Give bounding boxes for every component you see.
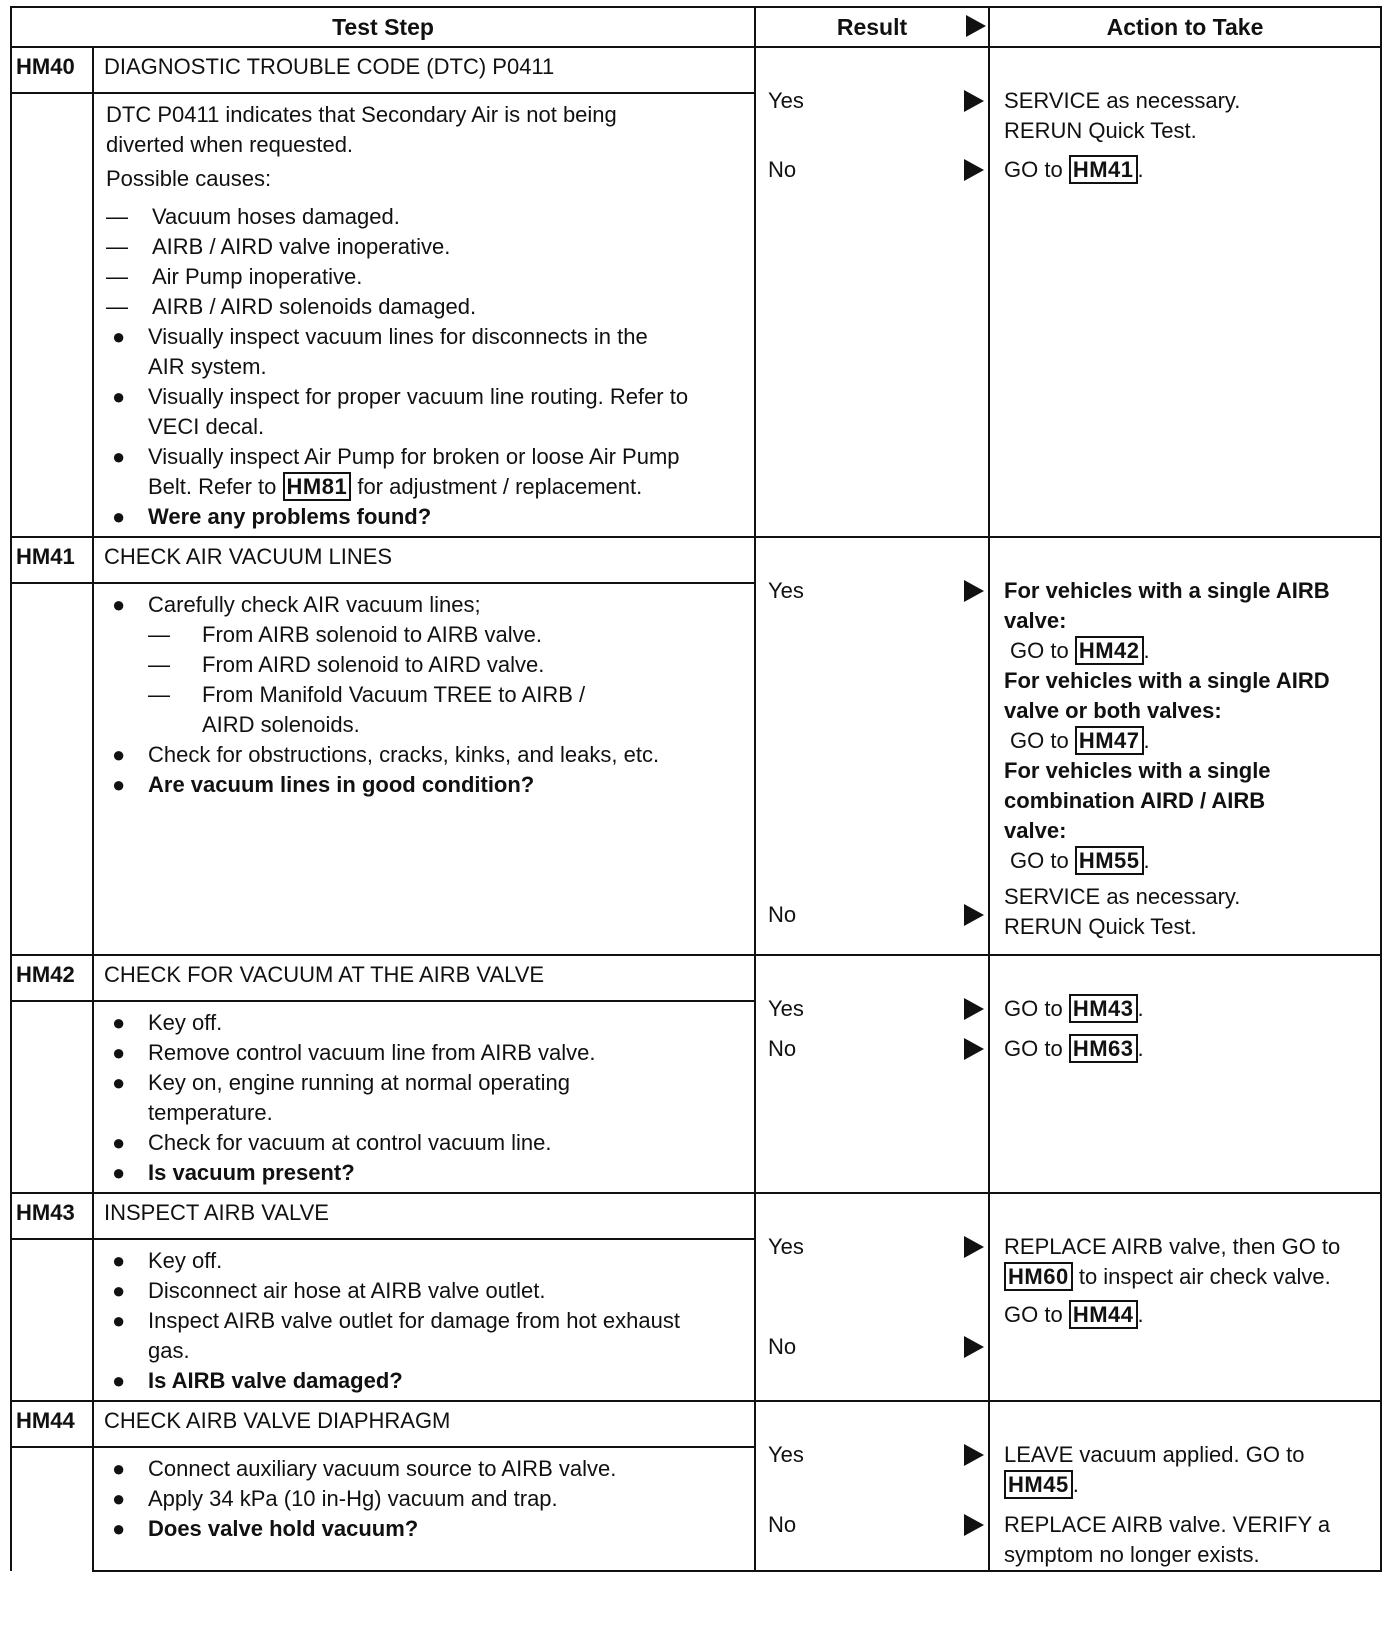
step-intro: DTC P0411 indicates that Secondary Air is not being diverted when requested. [106, 102, 617, 157]
action-condition: For vehicles with a single AIRB valve: [1004, 578, 1330, 633]
action-text: to inspect air check valve. [1078, 1264, 1331, 1289]
action-header: Action to Take [989, 7, 1381, 47]
bullet-text: for adjustment / replacement. [357, 474, 643, 499]
arrow-right-icon [966, 15, 986, 37]
step-title-row [11, 1401, 1381, 1447]
bullet-item [106, 1068, 668, 1128]
bullet-icon: ● [112, 1248, 126, 1273]
step-ref-link[interactable]: HM44 [1069, 1300, 1138, 1329]
bullet-icon: ● [112, 1130, 126, 1155]
action-yes-text: SERVICE as necessary. RERUN Quick Test. [1004, 88, 1241, 143]
action-cell [989, 1193, 1381, 1401]
cause-item: — AIRB / AIRD valve inoperative. [106, 232, 742, 262]
action-text: REPLACE AIRB valve, then GO to [1004, 1234, 1341, 1259]
bullet-question [106, 502, 742, 532]
bullet-question [106, 770, 742, 800]
step-id: HM41 [11, 537, 93, 583]
bullet-question [106, 1514, 742, 1544]
bullet-item [106, 1246, 742, 1276]
arrow-right-icon [964, 998, 984, 1020]
bullet-item [106, 1128, 742, 1158]
bullet-text: Key off. [148, 1010, 223, 1035]
step-id-spacer [11, 93, 93, 537]
bullet-question [106, 1158, 742, 1188]
step-ref-link[interactable]: HM60 [1004, 1262, 1073, 1291]
bullet-icon: ● [112, 504, 126, 529]
bullet-item [106, 740, 668, 770]
arrow-right-icon [964, 904, 984, 926]
bullet-text: Inspect AIRB valve outlet for damage from hot exhaust gas. [148, 1308, 680, 1363]
dash-icon: — [148, 682, 170, 707]
arrow-right-icon [964, 1444, 984, 1466]
bullet-icon: ● [112, 1278, 126, 1303]
result-yes-label: Yes [768, 1442, 804, 1467]
arrow-right-icon [964, 580, 984, 602]
bullet-item [106, 590, 742, 620]
result-no-label: No [768, 1512, 797, 1537]
arrow-right-icon [964, 1514, 984, 1536]
step-ref-link[interactable]: HM42 [1075, 636, 1144, 665]
causes-label: Possible causes: [106, 166, 272, 191]
go-to-label: GO to [1004, 1302, 1063, 1327]
bullet-text: Disconnect air hose at AIRB valve outlet. [148, 1278, 546, 1303]
bullet-icon: ● [112, 592, 126, 617]
bullet-icon: ● [112, 772, 126, 797]
bullet-icon: ● [112, 444, 126, 469]
result-no [768, 1332, 988, 1362]
go-to-label: GO to [1004, 157, 1063, 182]
step-ref-link[interactable]: HM47 [1075, 726, 1144, 755]
arrow-right-icon [964, 159, 984, 181]
result-header [755, 7, 989, 47]
sub-text: From AIRD solenoid to AIRD valve. [202, 652, 545, 677]
bullet-item [106, 322, 688, 382]
arrow-right-icon [964, 1336, 984, 1358]
action-no-text: SERVICE as necessary. RERUN Quick Test. [1004, 884, 1241, 939]
result-yes-label: Yes [768, 88, 804, 113]
action-no-text: GO to HM41 . [1004, 157, 1144, 182]
step-title: DIAGNOSTIC TROUBLE CODE (DTC) P0411 [93, 47, 755, 93]
step-ref-link[interactable]: HM55 [1075, 846, 1144, 875]
bullet-icon: ● [112, 1368, 126, 1393]
go-to-label: GO to [1004, 1036, 1063, 1061]
step-ref-link[interactable]: HM81 [283, 472, 352, 501]
bullet-icon: ● [112, 1516, 126, 1541]
bullet-icon: ● [112, 1040, 126, 1065]
step-title: CHECK FOR VACUUM AT THE AIRB VALVE [93, 955, 755, 1001]
question-text: Are vacuum lines in good condition? [148, 772, 535, 797]
go-to-label: GO to [1010, 848, 1069, 873]
result-yes [768, 1232, 988, 1262]
bullet-icon: ● [112, 324, 126, 349]
arrow-right-icon [964, 1236, 984, 1258]
cause-item: — AIRB / AIRD solenoids damaged. [106, 292, 742, 322]
step-id-spacer [11, 1239, 93, 1401]
bullet-item [106, 1038, 742, 1068]
step-ref-link[interactable]: HM43 [1069, 994, 1138, 1023]
step-body [93, 1239, 755, 1401]
bullet-icon: ● [112, 1456, 126, 1481]
bullet-icon: ● [112, 1486, 126, 1511]
bullet-item [106, 382, 708, 442]
step-title-row [11, 47, 1381, 93]
bullet-icon: ● [112, 1070, 126, 1095]
question-text: Is vacuum present? [148, 1160, 355, 1185]
bullet-icon: ● [112, 1308, 126, 1333]
diagnostic-table-page [10, 6, 1380, 1572]
result-cell [755, 537, 989, 955]
result-yes [768, 86, 988, 116]
test-step-header: Test Step [11, 7, 755, 47]
step-body [93, 93, 755, 537]
step-body [93, 1447, 755, 1571]
arrow-right-icon [964, 90, 984, 112]
result-yes-label: Yes [768, 578, 804, 603]
question-text: Does valve hold vacuum? [148, 1516, 419, 1541]
bullet-text: Check for vacuum at control vacuum line. [148, 1130, 552, 1155]
arrow-right-icon [964, 1038, 984, 1060]
result-yes [768, 576, 988, 606]
step-ref-link[interactable]: HM45 [1004, 1470, 1073, 1499]
result-yes-label: Yes [768, 1234, 804, 1259]
bullet-text: Visually inspect Air Pump for broken or loose Air Pump Belt. Refer to [148, 444, 680, 499]
action-no-text: GO to HM44 . [1004, 1302, 1144, 1327]
action-go: GO to HM55 . [1010, 848, 1150, 873]
result-cell [755, 1401, 989, 1571]
step-body [93, 583, 755, 955]
bullet-item [106, 1306, 708, 1366]
bullet-item [106, 1008, 742, 1038]
action-go: GO to HM47 . [1010, 728, 1150, 753]
diagnostic-table [10, 6, 1382, 1572]
result-no [768, 155, 988, 185]
bullet-text: Apply 34 kPa (10 in-Hg) vacuum and trap. [148, 1486, 558, 1511]
sub-item [106, 650, 742, 680]
action-go: GO to HM42 . [1010, 638, 1150, 663]
step-ref-link[interactable]: HM41 [1069, 155, 1138, 184]
action-condition: For vehicles with a single AIRD valve or both valves: [1004, 668, 1330, 723]
sub-text: From Manifold Vacuum TREE to AIRB / AIRD solenoids. [202, 682, 586, 737]
step-id-spacer [11, 1447, 93, 1571]
result-no [768, 1034, 988, 1064]
result-yes [768, 1440, 988, 1470]
step-id-spacer [11, 1001, 93, 1193]
step-id: HM40 [11, 47, 93, 93]
bullet-item [106, 1484, 742, 1514]
step-id-spacer [11, 583, 93, 955]
step-title-row [11, 955, 1381, 1001]
action-cell [989, 537, 1381, 955]
bullet-question [106, 1366, 742, 1396]
action-yes-text: GO to HM43 . [1004, 996, 1144, 1021]
result-cell [755, 1193, 989, 1401]
sub-item [106, 620, 742, 650]
bullet-text: Visually inspect vacuum lines for disconnects in the AIR system. [148, 324, 648, 379]
result-no-label: No [768, 1036, 797, 1061]
action-no-text: REPLACE AIRB valve. VERIFY a symptom no longer exists. [1004, 1512, 1331, 1567]
bullet-text: Carefully check AIR vacuum lines; [148, 592, 481, 617]
dash-icon: — [148, 622, 170, 647]
result-no-label: No [768, 157, 797, 182]
step-id: HM42 [11, 955, 93, 1001]
cause-item: — Air Pump inoperative. [106, 262, 742, 292]
step-body [93, 1001, 755, 1193]
bullet-text: Check for obstructions, cracks, kinks, and leaks, etc. [148, 742, 660, 767]
bullet-item [106, 442, 688, 502]
bullet-item [106, 1276, 742, 1306]
action-yes-text: LEAVE vacuum applied. GO to HM45 . [1004, 1442, 1305, 1497]
bullet-icon: ● [112, 384, 126, 409]
step-title: CHECK AIR VACUUM LINES [93, 537, 755, 583]
step-title: CHECK AIRB VALVE DIAPHRAGM [93, 1401, 755, 1447]
question-text: Were any problems found? [148, 504, 432, 529]
action-yes-text [1004, 1232, 1370, 1292]
bullet-icon: ● [112, 1010, 126, 1035]
step-title-row [11, 1193, 1381, 1239]
cause-item: — Vacuum hoses damaged. [106, 202, 742, 232]
result-no-label: No [768, 1334, 797, 1359]
result-cell [755, 47, 989, 537]
action-condition: For vehicles with a single combination AIRD / AIRB valve: [1004, 758, 1271, 843]
bullet-item [106, 1454, 668, 1484]
question-text: Is AIRB valve damaged? [148, 1368, 403, 1393]
result-cell [755, 955, 989, 1193]
action-no-text: GO to HM63 . [1004, 1036, 1144, 1061]
bullet-icon: ● [112, 742, 126, 767]
sub-text: From AIRB solenoid to AIRB valve. [202, 622, 542, 647]
result-no [768, 1510, 988, 1540]
step-ref-link[interactable]: HM63 [1069, 1034, 1138, 1063]
bullet-text: Visually inspect for proper vacuum line routing. Refer to VECI decal. [148, 384, 689, 439]
result-no [768, 900, 988, 930]
go-to-label: GO to [1004, 996, 1063, 1021]
step-id: HM44 [11, 1401, 93, 1447]
bullet-text: Key on, engine running at normal operating temperature. [148, 1070, 570, 1125]
action-text: LEAVE vacuum applied. GO to [1004, 1442, 1305, 1467]
go-to-label: GO to [1010, 728, 1069, 753]
action-cell [989, 955, 1381, 1193]
step-id: HM43 [11, 1193, 93, 1239]
result-yes [768, 994, 988, 1024]
result-header-label: Result [836, 14, 908, 40]
dash-icon: — [148, 652, 170, 677]
action-cell [989, 47, 1381, 537]
step-title: INSPECT AIRB VALVE [93, 1193, 755, 1239]
bullet-text: Connect auxiliary vacuum source to AIRB valve. [148, 1456, 617, 1481]
result-yes-label: Yes [768, 996, 804, 1021]
bullet-text: Key off. [148, 1248, 223, 1273]
bullet-icon: ● [112, 1160, 126, 1185]
table-header-row [11, 7, 1381, 47]
bullet-text: Remove control vacuum line from AIRB valve. [148, 1040, 596, 1065]
go-to-label: GO to [1010, 638, 1069, 663]
step-title-row [11, 537, 1381, 583]
action-cell [989, 1401, 1381, 1571]
result-no-label: No [768, 902, 797, 927]
sub-item [106, 680, 602, 740]
